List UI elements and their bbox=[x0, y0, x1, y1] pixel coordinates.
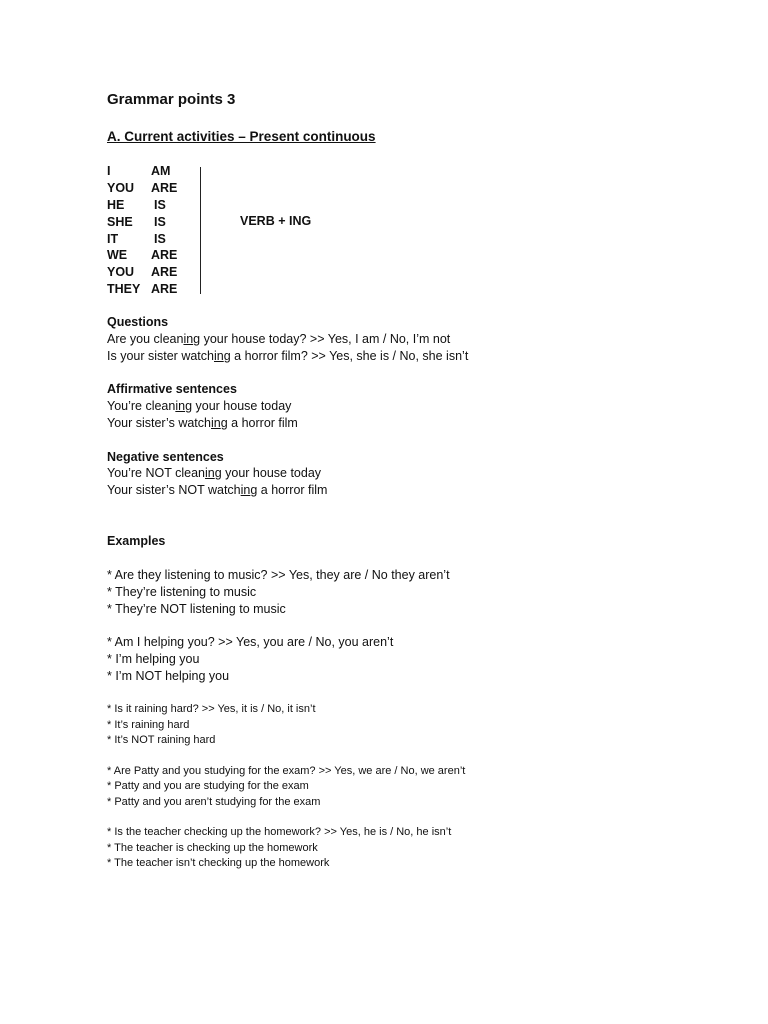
affirmative-line: You’re cleaning your house today bbox=[107, 399, 292, 413]
example-question: * Is it raining hard? >> Yes, it is / No, it isn’t bbox=[107, 703, 316, 715]
example-affirmative: * Patty and you are studying for the exam bbox=[107, 780, 309, 792]
verb-form: IS bbox=[154, 215, 166, 229]
verb-form: IS bbox=[154, 198, 166, 212]
pronoun: HE bbox=[107, 198, 125, 212]
example-affirmative: * The teacher is checking up the homework bbox=[107, 842, 318, 854]
affirmative-heading: Affirmative sentences bbox=[107, 382, 237, 396]
pronoun: WE bbox=[107, 248, 128, 262]
pronoun: IT bbox=[107, 232, 119, 246]
section-heading: A. Current activities – Present continuous bbox=[107, 129, 376, 144]
example-question: * Is the teacher checking up the homework? >> Yes, he is / No, he isn’t bbox=[107, 826, 452, 838]
pronoun: YOU bbox=[107, 181, 135, 195]
example-affirmative: * They’re listening to music bbox=[107, 585, 257, 599]
questions-heading: Questions bbox=[107, 315, 169, 329]
verb-form: ARE bbox=[151, 248, 178, 262]
example-affirmative: * I’m helping you bbox=[107, 652, 200, 666]
vertical-divider bbox=[200, 167, 201, 294]
example-question: * Are they listening to music? >> Yes, they are / No they aren’t bbox=[107, 568, 450, 582]
verb-form: ARE bbox=[151, 265, 178, 279]
document-title: Grammar points 3 bbox=[107, 91, 236, 108]
verb-form: ARE bbox=[151, 282, 178, 296]
question-line: Is your sister watching a horror film? >> Yes, she is / No, she isn’t bbox=[107, 349, 469, 363]
example-negative: * It’s NOT raining hard bbox=[107, 734, 216, 746]
example-negative: * I’m NOT helping you bbox=[107, 669, 230, 683]
pronoun: THEY bbox=[107, 282, 141, 296]
example-negative: * They’re NOT listening to music bbox=[107, 602, 286, 616]
verb-form: ARE bbox=[151, 181, 178, 195]
verb-form: IS bbox=[154, 232, 166, 246]
example-affirmative: * It’s raining hard bbox=[107, 719, 190, 731]
pronoun: SHE bbox=[107, 215, 133, 229]
negative-heading: Negative sentences bbox=[107, 450, 224, 464]
pronoun: YOU bbox=[107, 265, 135, 279]
example-question: * Are Patty and you studying for the exam? >> Yes, we are / No, we aren’t bbox=[107, 765, 466, 777]
negative-line: Your sister’s NOT watching a horror film bbox=[107, 483, 328, 497]
examples-heading: Examples bbox=[107, 534, 166, 548]
question-line: Are you cleaning your house today? >> Yes, I am / No, I’m not bbox=[107, 332, 451, 346]
pronoun: I bbox=[107, 164, 111, 178]
verb-form: AM bbox=[151, 164, 171, 178]
example-negative: * The teacher isn’t checking up the homework bbox=[107, 857, 330, 869]
verb-ing-rule: VERB + ING bbox=[240, 214, 312, 228]
negative-line: You’re NOT cleaning your house today bbox=[107, 466, 322, 480]
example-question: * Am I helping you? >> Yes, you are / No, you aren’t bbox=[107, 635, 394, 649]
example-negative: * Patty and you aren’t studying for the exam bbox=[107, 796, 321, 808]
affirmative-line: Your sister’s watching a horror film bbox=[107, 416, 298, 430]
